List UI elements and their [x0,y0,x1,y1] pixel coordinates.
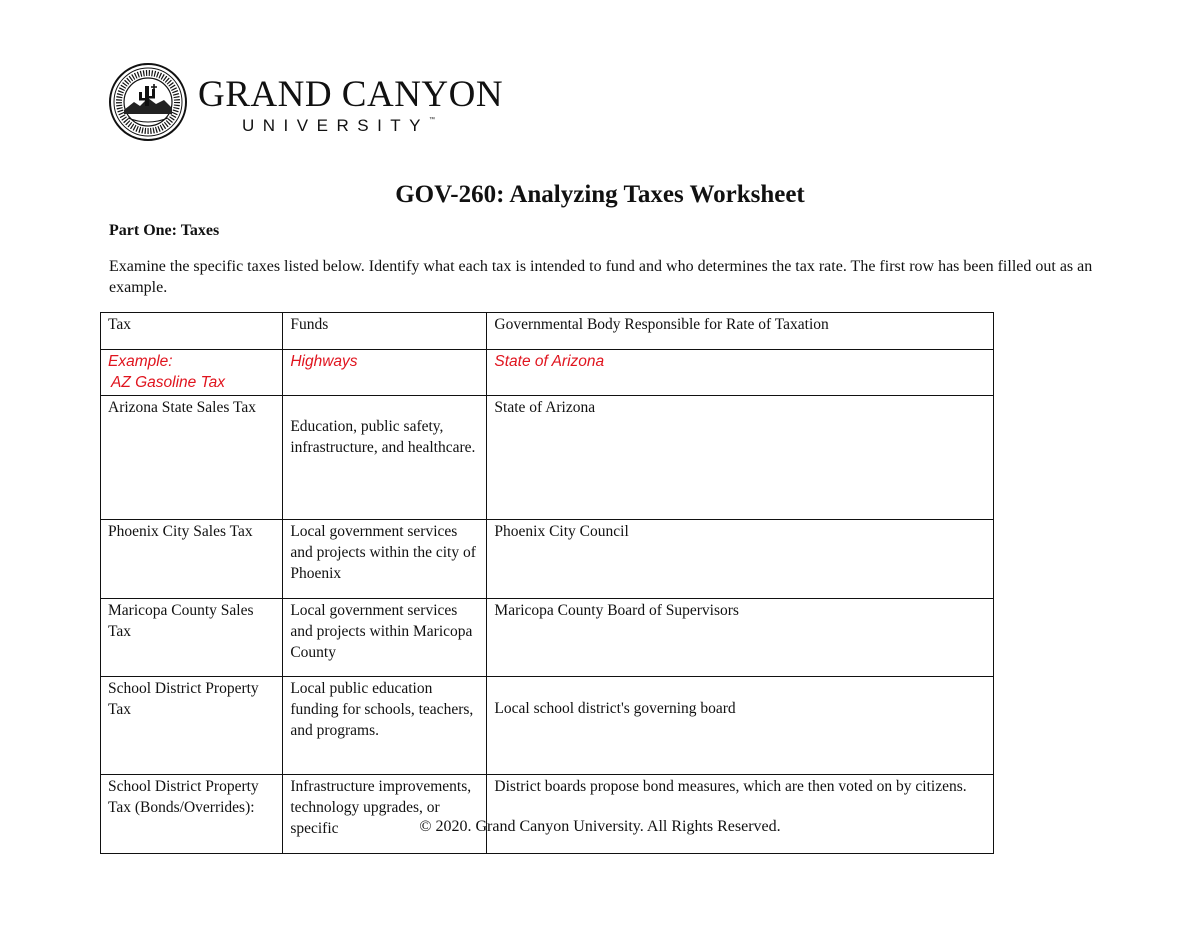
university-seal-icon [108,62,188,142]
table-row [101,520,994,599]
tax-cell: School District Property Tax (Bonds/Overrides): [101,775,283,854]
example-body: State of Arizona [487,350,994,396]
body-cell: State of Arizona [487,396,994,520]
body-cell: Phoenix City Council [487,520,994,599]
funds-cell: Local government services and projects within the city of Phoenix [283,520,487,599]
tax-cell: Arizona State Sales Tax [101,396,283,520]
example-funds: Highways [283,350,487,396]
table-row [101,775,994,854]
tax-cell: Phoenix City Sales Tax [101,520,283,599]
header-tax: Tax [101,313,283,350]
funds-cell: Infrastructure improvements, technology upgrades, or specific [283,775,487,854]
example-row [101,350,994,396]
gcu-logo [108,62,504,142]
header-governmental-body: Governmental Body Responsible for Rate of Taxation [487,313,994,350]
tax-cell: School District Property Tax [101,677,283,775]
instructions-text: Examine the specific taxes listed below. Identify what each tax is intended to fund and who determines the tax rate. The first row has been filled out as an example. [109,258,1093,296]
example-label: Example: [108,353,173,370]
funds-cell: Local public education funding for schools, teachers, and programs. [283,677,487,775]
table-header-row [101,313,994,350]
logo-subtitle: UNIVERSITY™ [242,116,436,135]
header-funds: Funds [283,313,487,350]
table-row [101,396,994,520]
copyright-footer: © 2020. Grand Canyon University. All Rights Reserved. [419,818,781,835]
body-cell: Maricopa County Board of Supervisors [487,599,994,677]
funds-cell: Education, public safety, infrastructure, and healthcare. [283,396,487,520]
logo-wordmark: GRAND CANYON [198,74,504,115]
body-cell: Local school district's governing board [487,677,994,775]
funds-cell: Local government services and projects within Maricopa County [283,599,487,677]
page-title: GOV-260: Analyzing Taxes Worksheet [395,181,805,208]
example-tax: AZ Gasoline Tax [111,374,226,391]
example-tax-cell [101,350,283,396]
table-row [101,677,994,775]
taxes-table [100,312,994,854]
body-cell: District boards propose bond measures, which are then voted on by citizens. [487,775,994,854]
table-row [101,599,994,677]
section-heading: Part One: Taxes [109,222,220,239]
tax-cell: Maricopa County Sales Tax [101,599,283,677]
